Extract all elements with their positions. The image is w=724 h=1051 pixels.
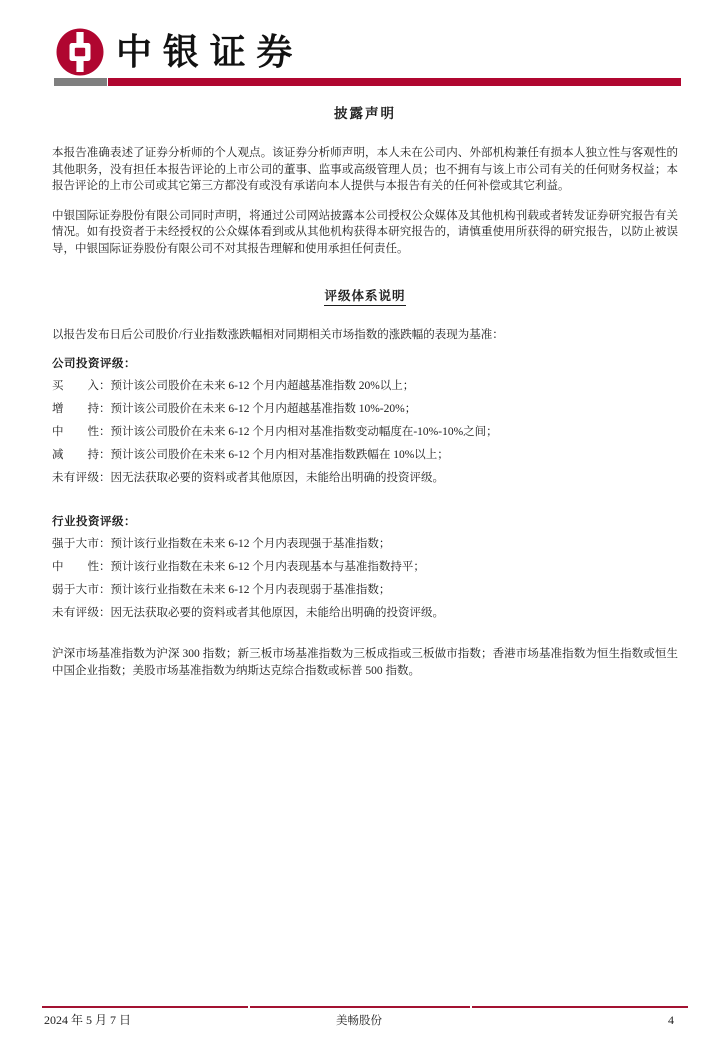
brand-bar-red-segment <box>108 78 681 86</box>
brand-wordmark: 中银证券 <box>116 32 304 72</box>
bank-of-china-logo-icon <box>55 27 105 77</box>
company-declaration-paragraph: 中银国际证券股份有限公司同时声明，将通过公司网站披露本公司授权公众媒体及其他机构刊载或者转发证券研究报告有关情况。如有投资者于未经授权的公众媒体看到或从其他机构获得本研究报告的，请慎重使用所获得的研究报告，以防止被误导，中银国际证券股份有限公司不对其报告理解和使用承担任何责任。 <box>52 209 678 255</box>
rating-definition: ：因无法获取必要的资料或者其他原因，未能给出明确的投资评级。 <box>99 606 444 619</box>
rating-item-buy <box>52 379 678 395</box>
rating-system-heading: 评级体系说明 <box>52 286 678 304</box>
brand-bar-gray-segment <box>54 78 107 86</box>
disclosure-title: 披露声明 <box>334 106 396 121</box>
rating-term: 未有评级 <box>52 471 99 484</box>
rating-definition: ：预计该公司股价在未来 6-12 个月内超越基准指数 10%-20%； <box>99 402 417 415</box>
rating-item-accumulate <box>52 402 678 418</box>
rating-item-neutral <box>52 425 678 441</box>
footer-document-title: 美畅股份 <box>336 1015 382 1027</box>
footer-rule <box>42 1006 688 1008</box>
footer-page-number: 4 <box>668 1013 674 1027</box>
industry-item-outperform <box>52 537 678 553</box>
analyst-declaration-paragraph: 本报告准确表述了证券分析师的个人观点。该证券分析师声明，本人未在公司内、外部机构兼任有损本人独立性与客观性的其他职务，没有担任本报告评论的上市公司的董事、监事或高级管理人员；也不拥有与该上市公司有关的任何财务权益；本报告评论的上市公司或其它第三方都没有或没有承诺向本人提供与本报告有关的任何补偿或其它利益。 <box>52 147 678 192</box>
page-content <box>52 102 678 679</box>
rating-term: 中 性 <box>52 560 99 573</box>
brand-header <box>55 27 681 77</box>
rating-definition: ：预计该公司股价在未来 6-12 个月内相对基准指数跌幅在 10%以上； <box>99 448 449 461</box>
footer-date: 2024 年 5 月 7 日 <box>44 1013 132 1027</box>
rating-definition: ：预计该行业指数在未来 6-12 个月内表现基本与基准指数持平； <box>99 560 425 573</box>
industry-rating-label: 行业投资评级： <box>52 516 136 528</box>
rating-term: 增 持 <box>52 402 99 415</box>
rating-definition: ：预计该行业指数在未来 6-12 个月内表现强于基准指数； <box>99 537 391 550</box>
rating-term: 买 入 <box>52 379 99 392</box>
report-page <box>0 27 724 1051</box>
rating-term: 减 持 <box>52 448 99 461</box>
rating-item-not-rated <box>52 471 678 487</box>
rating-definition: ：因无法获取必要的资料或者其他原因，未能给出明确的投资评级。 <box>99 471 444 484</box>
industry-item-underperform <box>52 583 678 599</box>
brand-divider-bar <box>54 78 681 86</box>
industry-item-not-rated <box>52 606 678 622</box>
page-footer <box>42 1006 688 1028</box>
rating-term: 弱于大市 <box>52 583 99 596</box>
industry-item-neutral <box>52 560 678 576</box>
rating-definition: ：预计该公司股价在未来 6-12 个月内相对基准指数变动幅度在-10%-10%之间； <box>99 425 498 438</box>
rating-benchmark-intro: 以报告发布日后公司股价/行业指数涨跌幅相对同期相关市场指数的涨跌幅的表现为基准： <box>52 329 504 341</box>
rating-definition: ：预计该行业指数在未来 6-12 个月内表现弱于基准指数； <box>99 583 391 596</box>
benchmark-index-note: 沪深市场基准指数为沪深 300 指数；新三板市场基准指数为三板成指或三板做市指数；香港市场基准指数为恒生指数或恒生中国企业指数；美股市场基准指数为纳斯达克综合指数或标普 500 指数。 <box>52 648 678 677</box>
rating-item-reduce <box>52 448 678 464</box>
rating-term: 未有评级 <box>52 606 99 619</box>
company-rating-label: 公司投资评级： <box>52 358 136 370</box>
rating-term: 中 性 <box>52 425 99 438</box>
rating-definition: ：预计该公司股价在未来 6-12 个月内超越基准指数 20%以上； <box>99 379 415 392</box>
rating-term: 强于大市 <box>52 537 99 550</box>
